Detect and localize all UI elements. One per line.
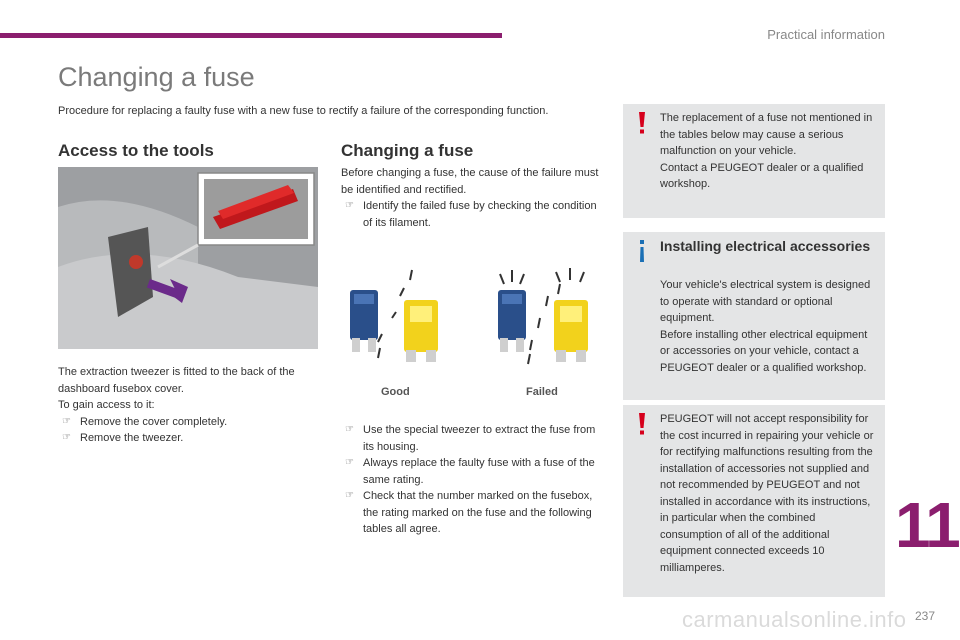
warning-box-responsibility <box>623 405 885 597</box>
tools-text <box>58 364 318 447</box>
list-item <box>341 422 603 455</box>
warning-text: PEUGEOT will not accept responsibility for the cost incurred in repairing your vehicle or for rectifying malfunctions resulting from the installation of accessories not supplied and not recommended by PEUGEOT and not installed in accordance with its instructions, in particular when the combined consumption of all of the additional equipment connected exceeds 10 milliamperes. <box>660 413 874 574</box>
failed-fuse-label: Failed <box>526 386 558 398</box>
list-item <box>341 198 603 231</box>
tools-heading: Access to the tools <box>58 141 214 160</box>
exclamation-icon <box>637 413 647 435</box>
pointing-hand-icon: ☞ <box>345 457 354 468</box>
intro-paragraph: Procedure for replacing a faulty fuse with a new fuse to rectify a failure of the corresponding function. <box>58 105 549 117</box>
watermark: carmanualsonline.info <box>682 607 907 632</box>
tools-description: The extraction tweezer is fitted to the back of the dashboard fusebox cover. <box>58 366 295 395</box>
warning-box-fuse-replacement <box>623 104 885 218</box>
chapter-number: 11 <box>895 489 959 561</box>
good-yellow-fuse <box>404 300 438 362</box>
pointing-hand-icon: ☞ <box>345 200 354 211</box>
pointing-hand-icon: ☞ <box>345 490 354 501</box>
pointing-hand-icon: ☞ <box>62 432 71 443</box>
list-item-label: Remove the cover completely. <box>80 415 228 428</box>
info-icon <box>637 240 647 262</box>
warning-text: The replacement of a fuse not mentioned in the tables below may cause a serious malfunction on your vehicle. Contact a PEUGEOT dealer or a qualified workshop. <box>660 112 873 190</box>
list-item-label: Check that the number marked on the fusebox, the rating marked on the fuse and the following tables all agree. <box>363 490 593 535</box>
list-item <box>58 430 318 447</box>
failed-yellow-fuse <box>554 300 588 362</box>
list-item <box>58 414 318 431</box>
list-item-label: Identify the failed fuse by checking the condition of its filament. <box>363 200 597 229</box>
info-box-accessories <box>623 232 885 400</box>
list-item-label: Use the special tweezer to extract the fuse from its housing. <box>363 424 596 453</box>
info-text: Your vehicle's electrical system is designed to operate with standard or optional equipment. Before installing other electrical equipment or accessories on your vehicle, contact a PEUGEOT dealer or a qualified workshop. <box>660 279 871 374</box>
pointing-hand-icon: ☞ <box>62 415 71 427</box>
pointing-hand-icon: ☞ <box>345 424 354 435</box>
good-blue-fuse <box>350 290 378 352</box>
list-item-label: Remove the tweezer. <box>80 432 184 444</box>
page-title: Changing a fuse <box>58 62 255 92</box>
failed-blue-fuse <box>498 290 526 352</box>
change-description: Before changing a fuse, the cause of the failure must be identified and rectified. <box>341 167 599 196</box>
fuse-illustration <box>340 262 610 372</box>
list-item <box>341 488 603 538</box>
good-fuse-label: Good <box>381 386 410 398</box>
dashboard-photo <box>58 167 318 349</box>
exclamation-icon <box>637 112 647 134</box>
header-accent-bar <box>0 33 502 38</box>
tools-gain-access: To gain access to it: <box>58 399 155 411</box>
list-item <box>341 455 603 488</box>
info-title: Installing electrical accessories <box>660 238 871 254</box>
page-number: 237 <box>915 609 936 623</box>
change-steps <box>341 422 603 538</box>
change-heading: Changing a fuse <box>341 141 474 160</box>
list-item-label: Always replace the faulty fuse with a fuse of the same rating. <box>363 457 595 486</box>
section-title: Practical information <box>767 27 885 42</box>
change-text <box>341 165 603 231</box>
